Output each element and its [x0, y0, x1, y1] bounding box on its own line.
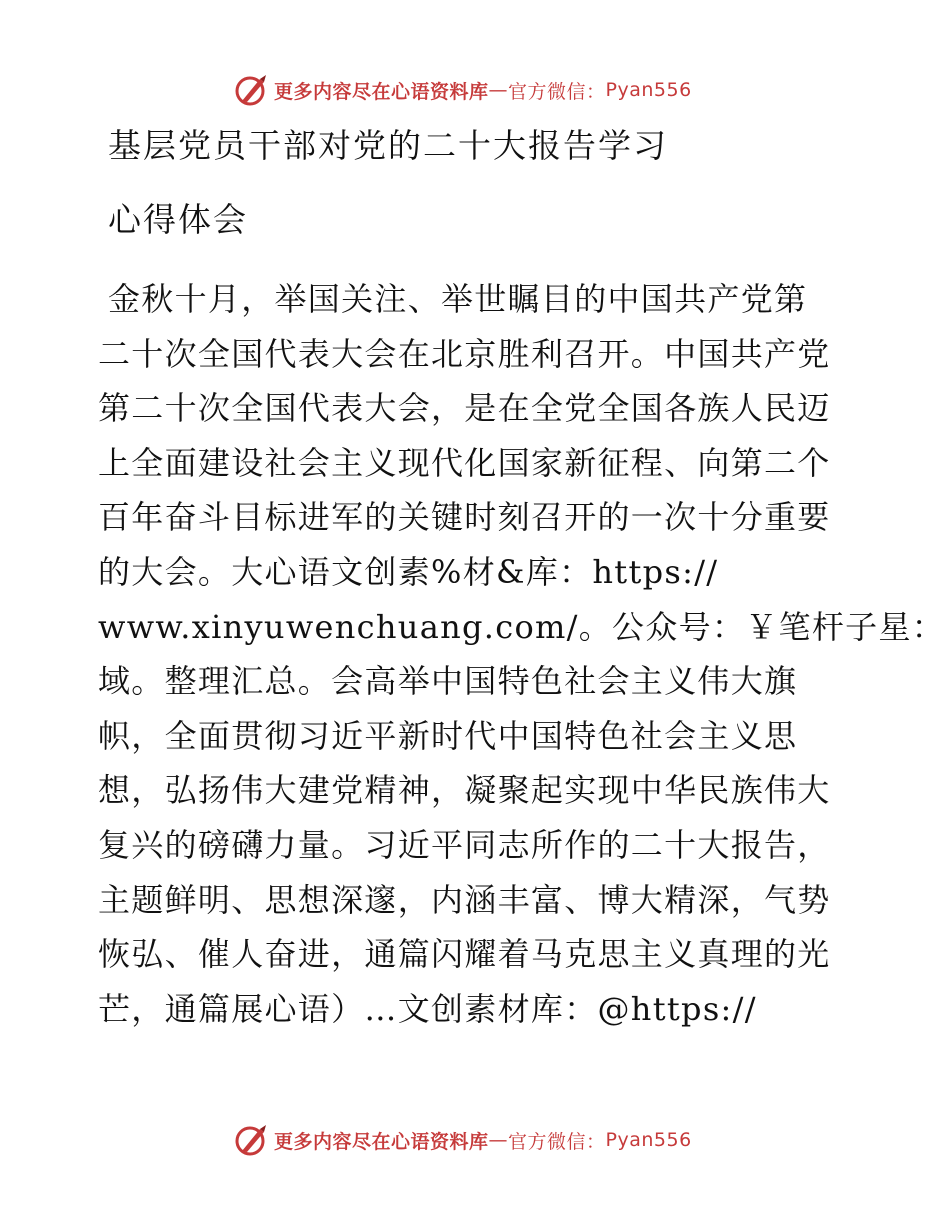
- body-line: 恢弘、催人奋进，通篇闪耀着马克思主义真理的光: [98, 935, 831, 974]
- document-title-line-1: 基层党员干部对党的二十大报告学习: [108, 126, 668, 165]
- body-line: 芒，通篇展心语）…文创素材库：@https://: [98, 989, 757, 1028]
- banner-wechat-id: Pyan556: [605, 1129, 692, 1151]
- body-line: www.xinyuwenchuang.com/。公众号：￥笔杆子星：: [98, 607, 946, 646]
- body-line: 域。整理汇总。会高举中国特色社会主义伟大旗: [98, 662, 798, 701]
- body-line: 第二十次全国代表大会，是在全党全国各族人民迈: [98, 389, 831, 428]
- banner-wechat-label: 官方微信：: [508, 1130, 606, 1153]
- banner-wechat-id: Pyan556: [605, 79, 692, 101]
- body-line: 想，弘扬伟大建党精神，凝聚起实现中华民族伟大: [98, 771, 831, 810]
- body-line: 的大会。大心语文创素%材&库：https://: [98, 552, 719, 591]
- body-line: 上全面建设社会主义现代化国家新征程、向第二个: [98, 443, 831, 482]
- document-title-line-2: 心得体会: [108, 200, 248, 239]
- banner-wechat-label: 官方微信：: [508, 80, 606, 103]
- banner-dash: —: [488, 79, 509, 101]
- body-line: 金秋十月，举国关注、举世瞩目的中国共产党第: [108, 280, 808, 318]
- body-line: 二十次全国代表大会在北京胜利召开。中国共产党: [98, 334, 831, 373]
- header-watermark-banner: [234, 72, 692, 108]
- banner-site-text: 更多内容尽在心语资料库: [274, 1130, 489, 1153]
- body-line: 复兴的磅礴力量。习近平同志所作的二十大报告，: [98, 825, 831, 864]
- banner-dash: —: [488, 1129, 509, 1151]
- body-line: 百年奋斗目标进军的关键时刻召开的一次十分重要: [98, 498, 831, 537]
- body-line: 帜，全面贯彻习近平新时代中国特色社会主义思: [98, 716, 798, 755]
- quill-pen-logo-icon: [234, 1123, 268, 1157]
- banner-site-text: 更多内容尽在心语资料库: [274, 80, 489, 103]
- footer-watermark-banner: [234, 1122, 692, 1158]
- quill-pen-logo-icon: [234, 73, 268, 107]
- document-body: [98, 272, 946, 1036]
- body-line: 主题鲜明、思想深邃，内涵丰富、博大精深，气势: [98, 880, 831, 919]
